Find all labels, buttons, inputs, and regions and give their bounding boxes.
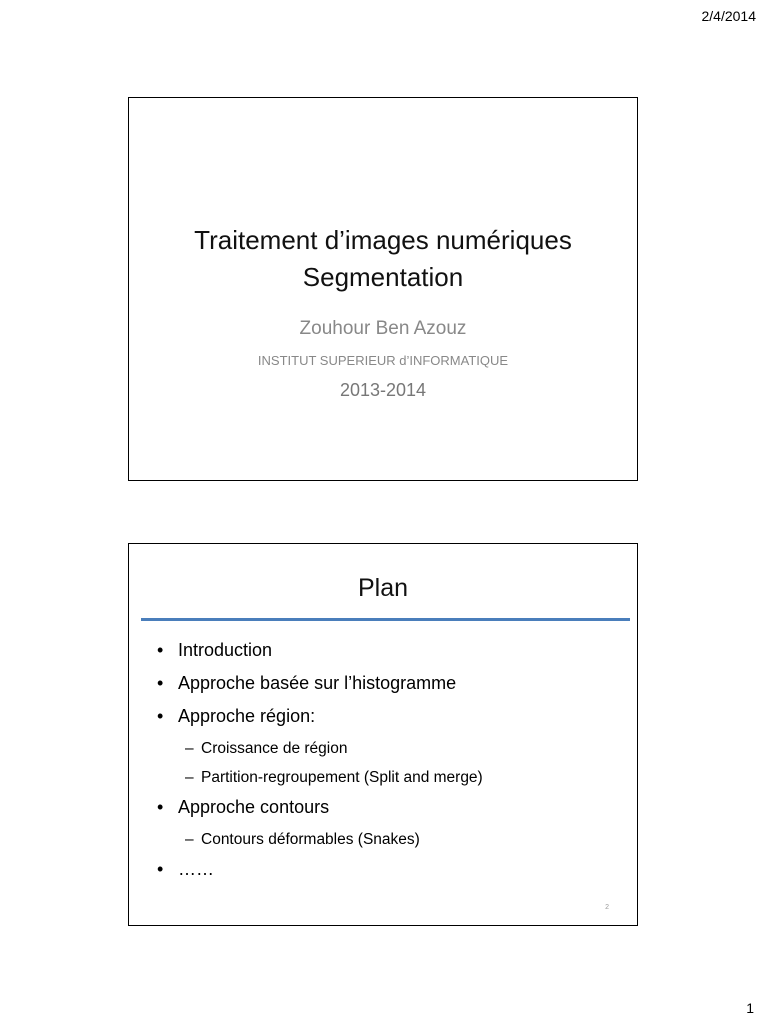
title-underline	[141, 618, 630, 621]
list-item-label: Approche basée sur l’histogramme	[178, 673, 457, 693]
list-item-label: Introduction	[178, 640, 273, 660]
list-item	[157, 793, 617, 826]
list-item-label: ……	[178, 859, 214, 879]
page-date: 2/4/2014	[701, 8, 756, 24]
sub-list-item	[157, 735, 617, 764]
dash-icon: –	[185, 740, 194, 757]
bullet-icon: •	[157, 706, 164, 726]
slide-title	[129, 222, 637, 296]
slide-number: 2	[605, 904, 609, 911]
title-slide	[128, 97, 638, 481]
list-item-label: Approche contours	[178, 797, 330, 817]
sub-list-item	[157, 764, 617, 793]
bullet-icon: •	[157, 673, 164, 693]
dash-icon: –	[185, 769, 194, 786]
sub-list-item-label: Partition-regroupement (Split and merge)	[201, 769, 483, 786]
title-line-1: Traitement d’images numériques	[194, 225, 572, 255]
list-item-label: Approche région:	[178, 706, 316, 726]
plan-title: Plan	[357, 574, 409, 602]
author-name: Zouhour Ben Azouz	[299, 318, 467, 339]
academic-year: 2013-2014	[339, 380, 427, 400]
bullet-icon: •	[157, 797, 164, 817]
bullet-icon: •	[157, 640, 164, 660]
page-number: 1	[746, 1000, 754, 1016]
list-item	[157, 855, 617, 888]
list-item	[157, 636, 617, 669]
sub-list-item-label: Croissance de région	[201, 740, 348, 757]
bullet-icon: •	[157, 859, 164, 879]
list-item	[157, 669, 617, 702]
sub-list-item	[157, 826, 617, 855]
list-item	[157, 702, 617, 735]
dash-icon: –	[185, 831, 194, 848]
title-line-2: Segmentation	[302, 262, 464, 292]
institute-name: INSTITUT SUPERIEUR d’INFORMATIQUE	[257, 353, 509, 368]
plan-list	[157, 636, 617, 888]
sub-list-item-label: Contours déformables (Snakes)	[201, 831, 420, 848]
plan-slide	[128, 543, 638, 926]
